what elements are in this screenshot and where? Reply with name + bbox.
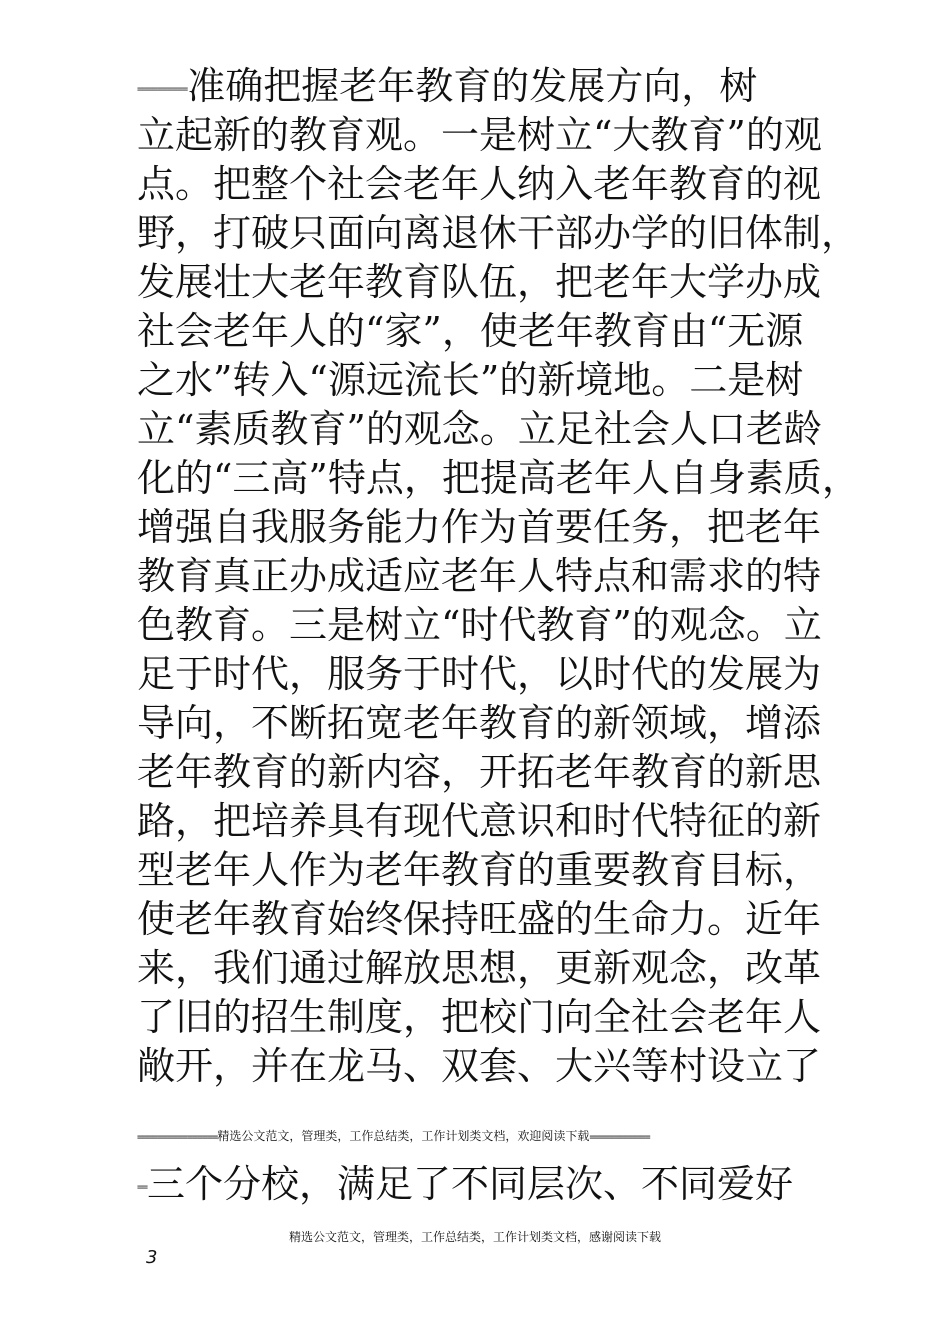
text-line: 之水”转入“源远流长”的新境地。二是树 xyxy=(137,358,804,402)
separator-rule: ================ xyxy=(137,1132,218,1143)
text-line: 型老年人作为老年教育的重要教育目标， xyxy=(137,848,822,892)
text-line xyxy=(137,62,837,111)
separator-rule: ========== xyxy=(137,84,188,95)
text-line: 敞开，并在龙马、双套、大兴等村设立了 xyxy=(137,1044,822,1088)
body-text xyxy=(137,62,860,1091)
text-line: 野，打破只面向离退休干部办学的旧体制， xyxy=(137,211,860,255)
continuation-line xyxy=(137,1160,837,1209)
text-line: 点。把整个社会老年人纳入老年教育的视 xyxy=(137,162,822,206)
banner-text: 精选公文范文，管理类，工作总结类，工作计划类文档，欢迎阅读下载 xyxy=(217,1129,590,1143)
line-text: 三个分校，满足了不同层次、不同爱好 xyxy=(147,1162,794,1206)
text-line: 教育真正办成适应老年人特点和需求的特 xyxy=(137,554,822,598)
promo-banner xyxy=(137,1128,827,1146)
text-line: 来，我们通过解放思想，更新观念，改革 xyxy=(137,946,822,990)
text-line: 社会老年人的“家”，使老年教育由“无源 xyxy=(137,309,804,353)
separator-rule: ============ xyxy=(589,1132,650,1143)
text-line: 发展壮大老年教育队伍，把老年大学办成 xyxy=(137,260,822,304)
text-line: 足于时代，服务于时代，以时代的发展为 xyxy=(137,652,822,696)
text-line: 色教育。三是树立“时代教育”的观念。立 xyxy=(137,603,822,647)
text-line: 路，把培养具有现代意识和时代特征的新 xyxy=(137,799,822,843)
text-line: 使老年教育始终保持旺盛的生命力。近年 xyxy=(137,897,822,941)
line-text: 准确把握老年教育的发展方向，树 xyxy=(187,64,758,108)
text-line: 立起新的教育观。一是树立“大教育”的观 xyxy=(137,113,822,157)
text-line: 立“素质教育”的观念。立足社会人口老龄 xyxy=(137,407,822,451)
text-line: 导向，不断拓宽老年教育的新领域，增添 xyxy=(137,701,822,745)
text-line: 老年教育的新内容，开拓老年教育的新思 xyxy=(137,750,822,794)
text-line: 化的“三高”特点，把提高老年人自身素质， xyxy=(137,456,860,500)
separator-rule: == xyxy=(137,1182,148,1193)
page-number: 3 xyxy=(146,1247,158,1268)
footer-text: 精选公文范文，管理类，工作总结类，工作计划类文档，感谢阅读下载 xyxy=(288,1230,661,1244)
text-line: 了旧的招生制度，把校门向全社会老年人 xyxy=(137,995,822,1039)
text-line: 增强自我服务能力作为首要任务，把老年 xyxy=(137,505,822,549)
